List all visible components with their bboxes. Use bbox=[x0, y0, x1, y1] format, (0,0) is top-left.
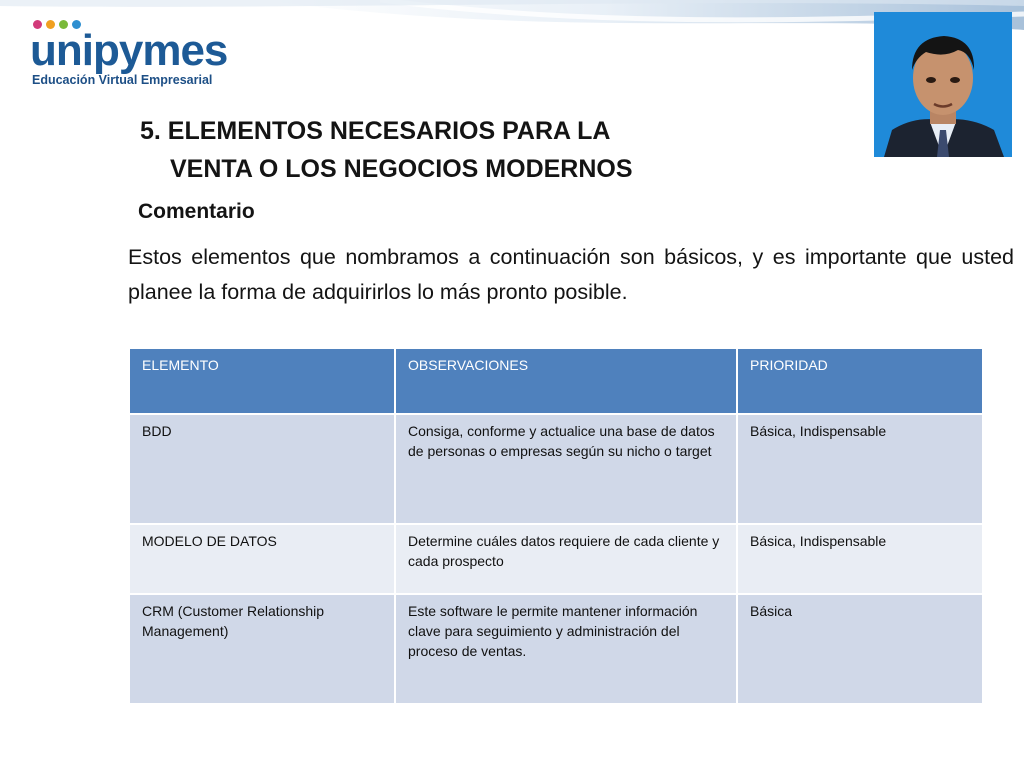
slide-body-text: Estos elementos que nombramos a continuación son básicos, y es importante que usted planee la forma de adquirirlos lo más pronto posible. bbox=[128, 245, 1014, 304]
header-cell-elemento: ELEMENTO bbox=[129, 348, 395, 414]
unipymes-logo bbox=[30, 16, 240, 94]
table-row bbox=[129, 594, 983, 704]
table-cell: Básica, Indispensable bbox=[737, 524, 983, 594]
header-cell-observaciones: OBSERVACIONES bbox=[395, 348, 737, 414]
table-cell: CRM (Customer Relationship Management) bbox=[129, 594, 395, 704]
table-cell: Básica bbox=[737, 594, 983, 704]
table-cell: Básica, Indispensable bbox=[737, 414, 983, 524]
presenter-portrait bbox=[874, 12, 1012, 157]
table-row bbox=[129, 524, 983, 594]
logo-wordmark: unipymes bbox=[30, 26, 228, 75]
table-cell: MODELO DE DATOS bbox=[129, 524, 395, 594]
table-cell: Determine cuáles datos requiere de cada cliente y cada prospecto bbox=[395, 524, 737, 594]
slide-title-line1: 5. ELEMENTOS NECESARIOS PARA LA bbox=[140, 117, 611, 145]
presenter-photo bbox=[874, 12, 1012, 157]
elements-table bbox=[128, 347, 984, 705]
slide-title-line2: VENTA O LOS NEGOCIOS MODERNOS bbox=[170, 155, 633, 183]
table-header-row bbox=[129, 348, 983, 414]
slide-subtitle: Comentario bbox=[138, 200, 255, 223]
slide-title bbox=[140, 112, 780, 188]
table-row bbox=[129, 414, 983, 524]
header-cell-prioridad: PRIORIDAD bbox=[737, 348, 983, 414]
logo-tagline: Educación Virtual Empresarial bbox=[32, 73, 213, 87]
table-cell: BDD bbox=[129, 414, 395, 524]
table-cell: Consiga, conforme y actualice una base de datos de personas o empresas según su nicho o target bbox=[395, 414, 737, 524]
table-cell: Este software le permite mantener información clave para seguimiento y administración del proceso de ventas. bbox=[395, 594, 737, 704]
